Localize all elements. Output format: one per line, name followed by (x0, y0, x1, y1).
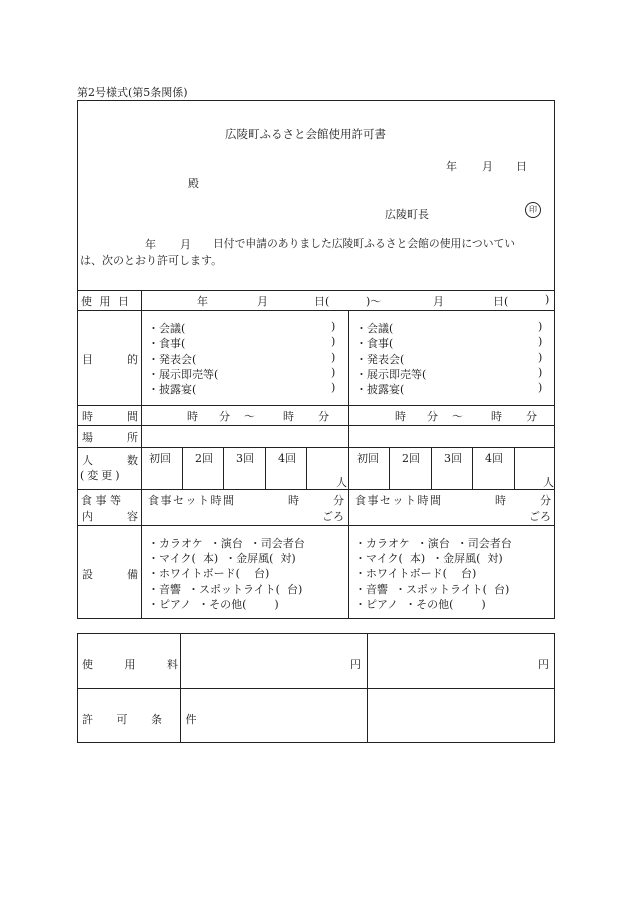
people-unit: 人 (543, 476, 554, 489)
body-text-line2: は、次のとおり許可します。 (80, 254, 223, 267)
equipment-label-b: 備 (127, 568, 138, 581)
purpose-right-item: ・食事( (356, 337, 394, 350)
body-text-line1: 日付で申請のありました広陵町ふるさと会館の使用についてい (213, 237, 516, 250)
meal-left-approx: ごろ (322, 510, 344, 523)
place-label-a: 場 (82, 431, 93, 444)
place-label-b: 所 (127, 431, 138, 444)
purpose-left-item: ・展示即売等( (148, 368, 219, 381)
people-count-label: 初回 (357, 452, 379, 465)
people-unit: 人 (336, 476, 347, 489)
use-date-day2: 日( (493, 295, 509, 308)
purpose-left-close: ) (331, 366, 336, 379)
people-count-label: 2回 (402, 452, 420, 465)
time-label-b: 間 (127, 410, 138, 423)
seal-icon: 印 (525, 202, 541, 218)
use-date-month2: 月 (433, 295, 444, 308)
purpose-left-item: ・会議( (148, 322, 186, 335)
equipment-left-line: ・マイク( 本) ・金屏風( 対) (148, 552, 296, 565)
meal-label-a: 食 事 等 (81, 494, 121, 507)
meal-label-b: 内 (82, 510, 93, 523)
time-left-hour2: 時 (283, 410, 294, 423)
purpose-right-item: ・会議( (356, 322, 394, 335)
time-left-min1: 分 (219, 410, 230, 423)
meal-left-min: 分 (333, 494, 344, 507)
meal-right-approx: ごろ (529, 510, 551, 523)
use-date-day1: 日( (314, 295, 330, 308)
fee-yen-right: 円 (538, 658, 549, 671)
time-label-a: 時 (82, 410, 93, 423)
time-right-min1: 分 (427, 410, 438, 423)
people-count-label: 初回 (149, 452, 171, 465)
people-count-label: 4回 (485, 452, 503, 465)
form-number-label: 第2号様式(第5条関係) (77, 86, 188, 99)
purpose-right-close: ) (538, 320, 543, 333)
equipment-right-line: ・音響 ・スポットライト( 台) (355, 583, 510, 596)
purpose-label-b: 的 (127, 353, 138, 366)
addressee-suffix: 殿 (188, 177, 199, 190)
use-date-close1: )～ (366, 295, 382, 308)
date-month: 月 (482, 160, 493, 173)
equipment-left-line: ・ホワイトボード( 台) (148, 567, 270, 580)
issuer-name: 広陵町長 (385, 208, 429, 221)
form-title: 広陵町ふるさと会館使用許可書 (225, 127, 386, 141)
fee-yen-left: 円 (350, 658, 361, 671)
people-count-label: 2回 (195, 452, 213, 465)
time-left-min2: 分 (318, 410, 329, 423)
purpose-right-item: ・披露宴( (356, 383, 405, 396)
purpose-right-close: ) (538, 366, 543, 379)
time-right-min2: 分 (526, 410, 537, 423)
equipment-label-a: 設 (82, 568, 93, 581)
meal-right-settime: 食事セット時間 (355, 494, 443, 507)
use-date-year: 年 (197, 295, 208, 308)
purpose-left-close: ) (331, 335, 336, 348)
meal-right-hour: 時 (495, 494, 506, 507)
equipment-right-line: ・カラオケ ・演台 ・司会者台 (355, 537, 512, 550)
purpose-left-item: ・披露宴( (148, 383, 197, 396)
time-right-tilde: ～ (452, 410, 463, 423)
people-label-c: (変更) (80, 469, 123, 482)
use-date-close2: ) (545, 293, 550, 306)
use-date-label: 使 用 日 (81, 295, 131, 308)
time-right-hour2: 時 (491, 410, 502, 423)
purpose-left-close: ) (331, 320, 336, 333)
time-left-tilde: ～ (244, 410, 255, 423)
use-date-month1: 月 (257, 295, 268, 308)
purpose-right-close: ) (538, 351, 543, 364)
meal-left-settime: 食事セット時間 (148, 494, 236, 507)
fee-label: 使 用 料 (82, 658, 192, 671)
time-left-hour: 時 (187, 410, 198, 423)
meal-label-c: 容 (127, 510, 138, 523)
equipment-right-line: ・ピアノ ・その他( ) (355, 598, 486, 611)
date-day: 日 (516, 160, 527, 173)
date-year: 年 (446, 160, 457, 173)
meal-right-min: 分 (540, 494, 551, 507)
equipment-left-line: ・ピアノ ・その他( ) (148, 598, 279, 611)
purpose-right-item: ・展示即売等( (356, 368, 427, 381)
purpose-right-item: ・発表会( (356, 353, 405, 366)
people-count-label: 4回 (278, 452, 296, 465)
body-month: 月 (180, 238, 191, 251)
equipment-right-line: ・ホワイトボード( 台) (355, 567, 477, 580)
time-right-hour: 時 (395, 410, 406, 423)
equipment-left-line: ・音響 ・スポットライト( 台) (148, 583, 303, 596)
body-year: 年 (145, 238, 156, 251)
people-count-label: 3回 (236, 452, 254, 465)
purpose-right-close: ) (538, 335, 543, 348)
meal-left-hour: 時 (288, 494, 299, 507)
purpose-left-close: ) (331, 351, 336, 364)
purpose-left-close: ) (331, 381, 336, 394)
equipment-right-line: ・マイク( 本) ・金屏風( 対) (355, 552, 503, 565)
purpose-left-item: ・食事( (148, 337, 186, 350)
purpose-label-a: 目 (82, 353, 93, 366)
purpose-left-item: ・発表会( (148, 353, 197, 366)
people-label-b: 数 (127, 454, 138, 467)
equipment-left-line: ・カラオケ ・演台 ・司会者台 (148, 537, 305, 550)
purpose-right-close: ) (538, 381, 543, 394)
people-label-a: 人 (82, 454, 93, 467)
conditions-label: 許 可 条 件 (82, 713, 207, 726)
people-count-label: 3回 (444, 452, 462, 465)
